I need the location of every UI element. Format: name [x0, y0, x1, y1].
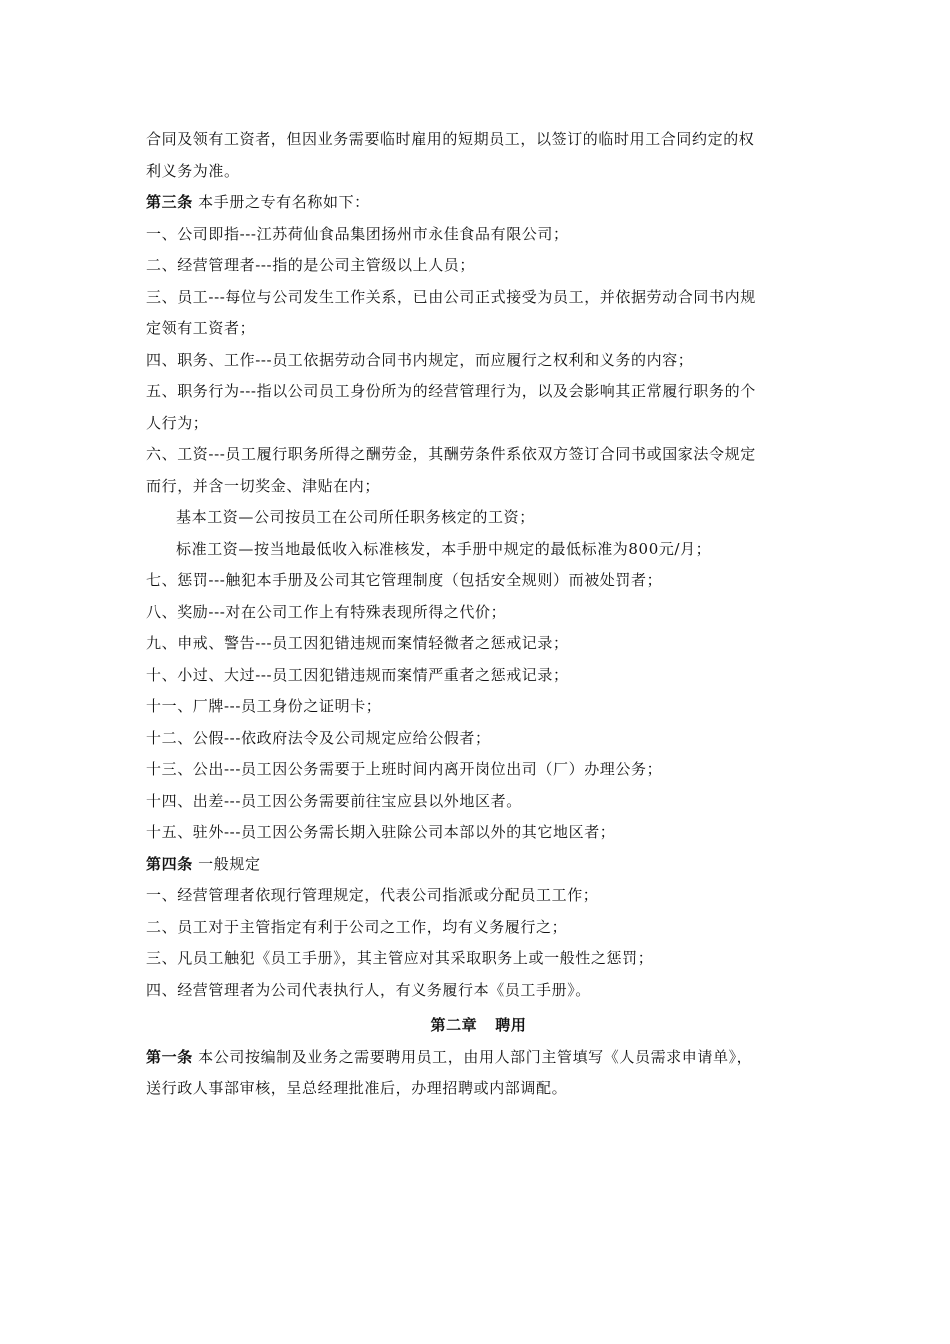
text-line	[146, 408, 811, 440]
line-text: 送行政人事部审核，呈总经理批准后，办理招聘或内部调配。	[146, 1079, 568, 1097]
line-text: 四、经营管理者为公司代表执行人，有义务履行本《员工手册》。	[146, 980, 591, 999]
text-line	[146, 534, 811, 566]
text-line	[146, 660, 811, 692]
text-line	[146, 565, 811, 597]
line-text: 一、经营管理者依现行管理规定，代表公司指派或分配员工工作；	[146, 886, 599, 904]
line-text: 三、凡员工触犯《员工手册》，其主管应对其采取职务上或一般性之惩罚；	[146, 949, 654, 967]
text-line	[146, 124, 811, 156]
article-line	[146, 187, 811, 219]
text-line	[146, 219, 811, 251]
line-text: 一般规定	[192, 854, 261, 873]
line-text: 定领有工资者；	[146, 319, 256, 337]
text-line	[146, 376, 811, 408]
line-text: 十五、驻外---员工因公务需长期入驻除公司本部以外的其它地区者；	[146, 823, 616, 841]
line-text: 四、职务、工作---员工依据劳动合同书内规定，而应履行之权利和义务的内容；	[146, 350, 694, 369]
text-line	[146, 786, 811, 818]
article-heading: 第一条	[146, 1047, 193, 1066]
text-line	[146, 912, 811, 944]
text-block-after-chapter	[146, 1042, 811, 1105]
chapter-number: 第二章	[430, 1016, 478, 1034]
line-text: 十一、厂牌---员工身份之证明卡；	[146, 697, 382, 715]
line-text: 标准工资—按当地最低收入标准核发，本手册中规定的最低标准为800元/月；	[176, 539, 712, 558]
line-text: 本手册之专有名称如下：	[192, 193, 370, 211]
text-block-before-chapter	[146, 124, 811, 1006]
line-text: 合同及领有工资者，但因业务需要临时雇用的短期员工，以签订的临时用工合同约定的权	[146, 130, 755, 148]
text-line	[146, 628, 811, 660]
line-text: 利义务为准。	[146, 161, 240, 180]
line-text: 六、工资---员工履行职务所得之酬劳金，其酬劳条件系依双方签订合同书或国家法令规定	[146, 445, 756, 463]
text-line	[146, 313, 811, 345]
line-text: 八、奖励---对在公司工作上有特殊表现所得之代价；	[146, 602, 507, 621]
text-line	[146, 250, 811, 282]
chapter-title: 聘用	[495, 1016, 527, 1034]
text-line	[146, 691, 811, 723]
line-text: 三、员工---每位与公司发生工作关系，已由公司正式接受为员工，并依据劳动合同书内规	[146, 287, 756, 306]
text-line	[146, 502, 811, 534]
text-line	[146, 880, 811, 912]
line-text: 人行为；	[146, 413, 209, 432]
article-heading: 第三条	[146, 193, 193, 211]
text-line	[146, 439, 811, 471]
line-text: 十二、公假---依政府法令及公司规定应给公假者；	[146, 728, 491, 747]
article-line	[146, 849, 811, 881]
line-text: 而行，并含一切奖金、津贴在内；	[146, 476, 381, 495]
line-text: 十三、公出---员工因公务需要于上班时间内离开岗位出司（厂）办理公务；	[146, 760, 663, 778]
text-line	[146, 156, 811, 188]
text-line	[146, 1073, 811, 1105]
text-line	[146, 754, 811, 786]
text-line	[146, 943, 811, 975]
line-text: 七、惩罚---触犯本手册及公司其它管理制度（包括安全规则）而被处罚者；	[146, 571, 663, 589]
line-text: 一、公司即指---江苏荷仙食品集团扬州市永佳食品有限公司；	[146, 224, 569, 243]
text-line	[146, 975, 811, 1007]
text-line	[146, 597, 811, 629]
document-body	[146, 124, 811, 1105]
line-text: 本公司按编制及业务之需要聘用员工，由用人部门主管填写《人员需求申请单》，	[192, 1047, 753, 1066]
text-line	[146, 817, 811, 849]
chapter-heading	[146, 1010, 811, 1042]
article-line	[146, 1042, 811, 1074]
line-text: 十四、出差---员工因公务需要前往宝应县以外地区者。	[146, 791, 522, 810]
article-heading: 第四条	[146, 854, 193, 873]
line-text: 九、申戒、警告---员工因犯错违规而案情轻微者之惩戒记录；	[146, 634, 569, 652]
text-line	[146, 723, 811, 755]
text-line	[146, 282, 811, 314]
text-line	[146, 471, 811, 503]
line-text: 五、职务行为---指以公司员工身份所为的经营管理行为，以及会影响其正常履行职务的个	[146, 382, 756, 400]
line-text: 基本工资—公司按员工在公司所任职务核定的工资；	[176, 508, 535, 526]
line-text: 十、小过、大过---员工因犯错违规而案情严重者之惩戒记录；	[146, 665, 569, 684]
line-text: 二、经营管理者---指的是公司主管级以上人员；	[146, 256, 476, 274]
line-text: 二、员工对于主管指定有利于公司之工作，均有义务履行之；	[146, 917, 568, 936]
text-line	[146, 345, 811, 377]
